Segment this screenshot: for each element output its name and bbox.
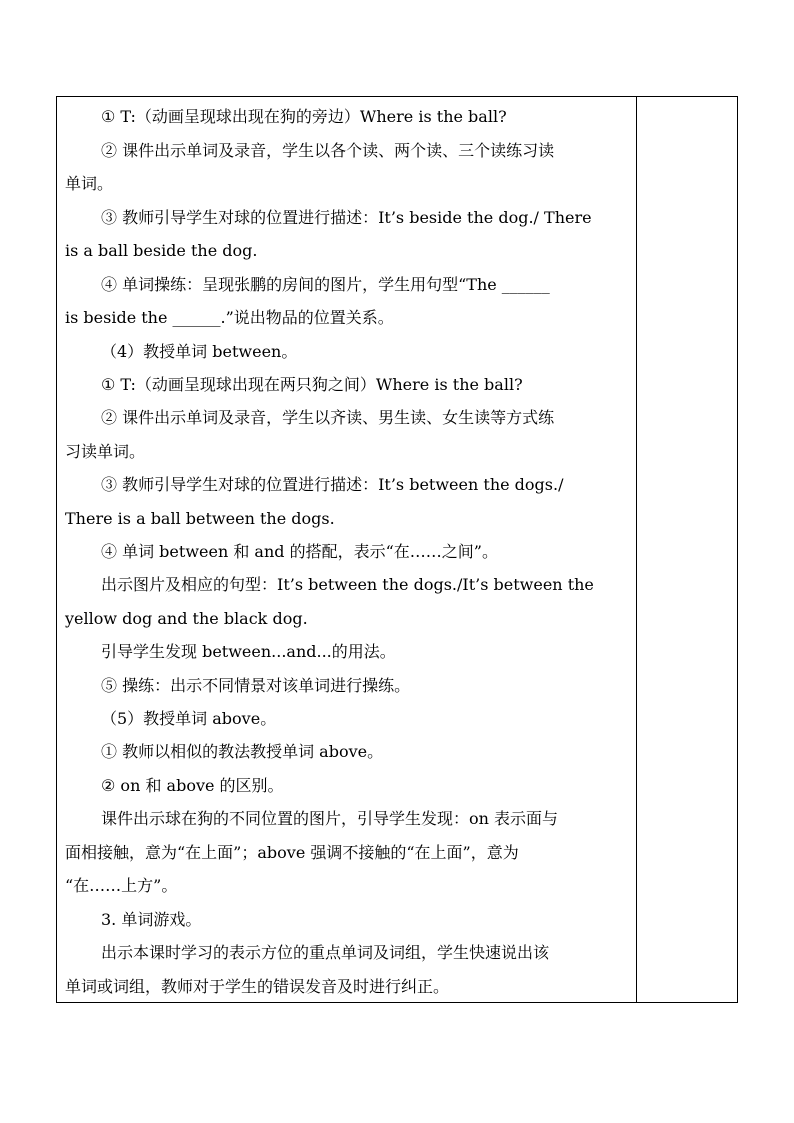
notes-cell — [637, 97, 737, 1002]
text-line: （4）教授单词 between。 — [101, 342, 298, 361]
text-line: 课件出示球在狗的不同位置的图片，引导学生发现：on 表示面与 — [101, 809, 559, 828]
text-line: ② 课件出示单词及录音，学生以各个读、两个读、三个读练习读 — [101, 141, 555, 160]
text-line: ⑤ 操练：出示不同情景对该单词进行操练。 — [101, 676, 411, 695]
text-line: 出示本课时学习的表示方位的重点单词及词组，学生快速说出该 — [101, 943, 550, 962]
text-line: 3. 单词游戏。 — [101, 910, 202, 929]
text-line: ② on 和 above 的区别。 — [101, 776, 284, 795]
text-line: 出示图片及相应的句型：It’s between the dogs./It’s between the — [101, 575, 594, 594]
text-line: There is a ball between the dogs. — [65, 509, 335, 528]
text-line: 单词。 — [65, 174, 114, 193]
text-line: ③ 教师引导学生对球的位置进行描述：It’s between the dogs./ — [101, 475, 564, 494]
text-line: is a ball beside the dog. — [65, 241, 258, 260]
text-line: ④ 单词操练：呈现张鹏的房间的图片，学生用句型“The ______ — [101, 275, 550, 294]
text-line: ① 教师以相似的教法教授单词 above。 — [101, 742, 384, 761]
text-line: （5）教授单词 above。 — [101, 709, 277, 728]
lesson-table — [56, 96, 738, 1003]
text-line: is beside the ______.”说出物品的位置关系。 — [65, 308, 394, 327]
text-line: yellow dog and the black dog. — [65, 609, 308, 628]
lesson-content-cell — [57, 97, 636, 1002]
text-line: 引导学生发现 between...and...的用法。 — [101, 642, 396, 661]
text-line: ① T:（动画呈现球出现在两只狗之间）Where is the ball? — [101, 375, 523, 394]
text-line: ① T:（动画呈现球出现在狗的旁边）Where is the ball? — [101, 107, 507, 126]
text-line: 习读单词。 — [65, 442, 146, 461]
text-line: ④ 单词 between 和 and 的搭配，表示“在……之间”。 — [101, 542, 498, 561]
text-line: “在……上方”。 — [65, 876, 178, 895]
text-line: 单词或词组，教师对于学生的错误发音及时进行纠正。 — [65, 977, 450, 996]
text-line: ② 课件出示单词及录音，学生以齐读、男生读、女生读等方式练 — [101, 408, 555, 427]
text-line: ③ 教师引导学生对球的位置进行描述：It’s beside the dog./ There — [101, 208, 592, 227]
text-line: 面相接触，意为“在上面”；above 强调不接触的“在上面”，意为 — [65, 843, 519, 862]
